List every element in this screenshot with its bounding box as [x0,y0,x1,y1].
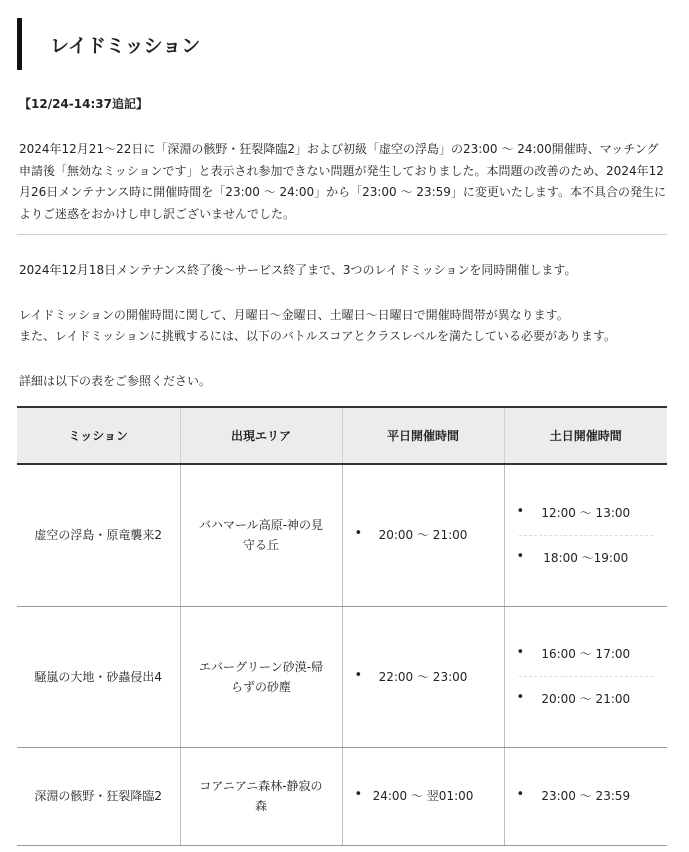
raid-mission-table [17,406,667,846]
time-item: • 24:00 〜 翌01:00 [357,774,490,818]
table-header-row [17,407,667,464]
table-row [17,747,667,845]
weekday-times [342,464,504,606]
appearance-area: エバーグリーン砂漠-帰らずの砂塵 [180,606,342,747]
weekend-times [504,464,667,606]
time-item: • 16:00 〜 17:00 [519,632,654,676]
time-item: • 22:00 〜 23:00 [357,655,490,699]
weekday-times [342,606,504,747]
table-row [17,606,667,747]
page-heading [17,18,657,70]
mission-name: 虚空の浮島・原竜襲来2 [17,464,180,606]
weekday-times [342,747,504,845]
intro-time-note: レイドミッションの開催時間に関して、月曜日〜金曜日、土曜日〜日曜日で開催時間帯が異なります。 [19,308,569,322]
intro-schedule: 2024年12月18日メンテナンス終了後〜サービス終了まで、3つのレイドミッションを同時開催します。 [19,263,577,277]
notice-tag: 【12/24-14:37追記】 [19,97,148,111]
mission-name: 騒嵐の大地・砂蟲侵出4 [17,606,180,747]
appearance-area: コアニアニ森林-静寂の森 [180,747,342,845]
appearance-area: バハマール高原-神の見守る丘 [180,464,342,606]
header-mission: ミッション [17,407,180,464]
table-row [17,464,667,606]
time-item: • 23:00 〜 23:59 [519,774,654,818]
time-item: • 20:00 〜 21:00 [519,676,654,721]
time-item: • 12:00 〜 13:00 [519,491,654,535]
header-area: 出現エリア [180,407,342,464]
time-item: • 20:00 〜 21:00 [357,513,490,557]
header-weekday-time: 平日開催時間 [342,407,504,464]
notice-body: 2024年12月21〜22日に「深淵の骸野・狂裂降臨2」および初級「虚空の浮島」の23:00 〜 24:00開催時、マッチング申請後「無効なミッションです」と表示され参加できない問題が発生しておりました。本問題の改善のため、2024年12月26日メンテナンス時に開催時間を「23:00 〜 24:00」から「23:00 〜 23:59」に変更いたします。本不具合の発生によりご迷惑をおかけし申し訳ございませんでした。 [19,142,666,221]
weekend-times [504,747,667,845]
time-item: • 18:00 〜19:00 [519,535,654,580]
weekend-times [504,606,667,747]
header-weekend-time: 土日開催時間 [504,407,667,464]
page-title: レイドミッション [50,35,201,57]
intro-see-table: 詳細は以下の表をご参照ください。 [19,374,212,388]
mission-name: 深淵の骸野・狂裂降臨2 [17,747,180,845]
intro-requirement: また、レイドミッションに挑戦するには、以下のバトルスコアとクラスレベルを満たしている必要があります。 [19,329,617,343]
divider [17,234,667,235]
